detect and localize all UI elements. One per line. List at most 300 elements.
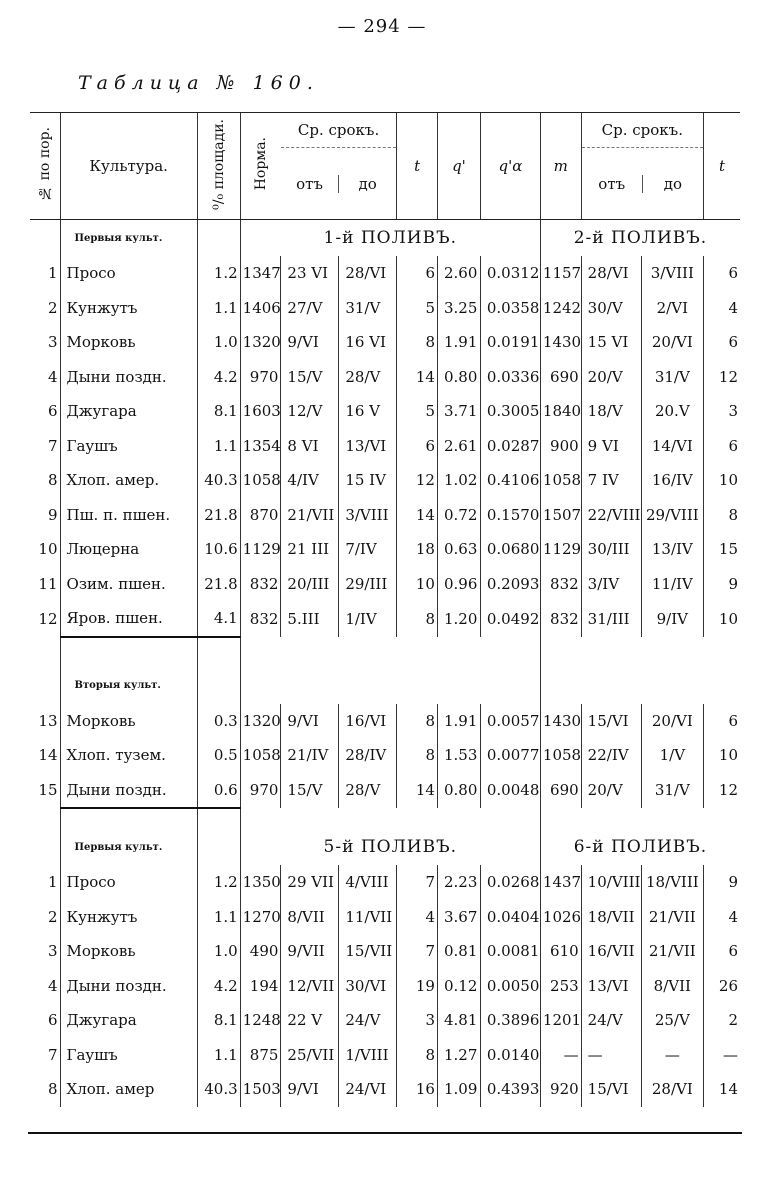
t-value: 14	[397, 360, 438, 395]
table-title: Таблица № 160.	[78, 72, 319, 94]
q-prime: 0.96	[437, 567, 480, 602]
header-m: m	[540, 113, 581, 220]
term-from: 9/VII	[281, 934, 339, 969]
t-value-2: 14	[703, 1072, 740, 1107]
row-num: 9	[47, 505, 58, 524]
culture: Морковь	[60, 704, 197, 739]
header-q1: q'	[437, 113, 480, 220]
norm: 870	[240, 498, 281, 533]
t-value-2: 15	[703, 532, 740, 567]
row-num: 8	[47, 471, 58, 490]
header-t-2: t	[703, 113, 740, 220]
t-value: 19	[397, 969, 438, 1004]
term-from: 4/IV	[281, 463, 339, 498]
t-value: 18	[397, 532, 438, 567]
term-from-2: 28/VI	[581, 256, 641, 291]
term-from: 21 III	[281, 532, 339, 567]
term-from-2: 30/III	[581, 532, 641, 567]
term-from: 25/VII	[281, 1038, 339, 1073]
norm: 1320	[240, 704, 281, 739]
norm: 1248	[240, 1003, 281, 1038]
row-num: 2	[47, 298, 58, 317]
section-first-1: Первыя культ.	[60, 220, 197, 257]
q-prime: 3.67	[437, 900, 480, 935]
q-prime: 2.61	[437, 429, 480, 464]
term-to-2: 16/IV	[641, 463, 703, 498]
culture: Дыни поздн.	[60, 360, 197, 395]
term-from: 12/VII	[281, 969, 339, 1004]
culture: Дыни поздн.	[60, 773, 197, 809]
q-alpha: 0.0680	[480, 532, 540, 567]
q-prime: 2.60	[437, 256, 480, 291]
table-row	[30, 256, 740, 291]
culture: Яров. пшен.	[60, 601, 197, 637]
row-num: 7	[47, 1045, 58, 1064]
term-to: 28/V	[339, 773, 397, 809]
m-value: 1430	[540, 704, 581, 739]
area-pct: 10.6	[197, 532, 240, 567]
row-num: 3	[47, 942, 58, 961]
term-from: 12/V	[281, 394, 339, 429]
term-from: 27/V	[281, 291, 339, 326]
term-to: 16/VI	[339, 704, 397, 739]
row-num: 15	[38, 781, 58, 800]
term-to: 24/V	[339, 1003, 397, 1038]
t-value-2: 4	[703, 291, 740, 326]
term-to: 15/VII	[339, 934, 397, 969]
q-prime: 2.23	[437, 865, 480, 900]
term-from: 21/VII	[281, 498, 339, 533]
header-from-2: отъ	[598, 174, 626, 193]
header-num: № по пор.	[36, 127, 53, 201]
term-to: 29/III	[339, 567, 397, 602]
culture: Просо	[60, 256, 197, 291]
term-to-2: 3/VIII	[641, 256, 703, 291]
table-row	[30, 291, 740, 326]
culture: Дыни поздн.	[60, 969, 197, 1004]
q-alpha: 0.0358	[480, 291, 540, 326]
culture: Джугара	[60, 394, 197, 429]
header-to-1: до	[338, 175, 396, 193]
table-row	[30, 1003, 740, 1038]
q-prime: 4.81	[437, 1003, 480, 1038]
q-prime: 0.80	[437, 360, 480, 395]
m-value: 1058	[540, 738, 581, 773]
t-value-2: 8	[703, 498, 740, 533]
q-alpha: 0.0048	[480, 773, 540, 809]
table-row	[30, 934, 740, 969]
table-row	[30, 969, 740, 1004]
term-to-2: 1/V	[641, 738, 703, 773]
area-pct: 0.6	[197, 773, 240, 809]
term-from-2: 13/VI	[581, 969, 641, 1004]
t-value-2: 6	[703, 934, 740, 969]
q-prime: 0.72	[437, 498, 480, 533]
row-num: 12	[38, 609, 58, 628]
term-from-2: 15/VI	[581, 704, 641, 739]
row-num: 14	[38, 746, 58, 765]
q-alpha: 0.0057	[480, 704, 540, 739]
term-to-2: 8/VII	[641, 969, 703, 1004]
table-row	[30, 900, 740, 935]
term-to-2: 29/VIII	[641, 498, 703, 533]
term-to: 28/IV	[339, 738, 397, 773]
poliv-1: 1-й ПОЛИВЪ.	[240, 220, 540, 257]
m-value: 832	[540, 601, 581, 637]
m-value: 610	[540, 934, 581, 969]
q-alpha: 0.0492	[480, 601, 540, 637]
row-num: 1	[47, 264, 58, 283]
m-value: 1840	[540, 394, 581, 429]
norm: 832	[240, 601, 281, 637]
term-to-2: 21/VII	[641, 900, 703, 935]
m-value: 690	[540, 360, 581, 395]
row-num: 4	[47, 367, 58, 386]
m-value: 1430	[540, 325, 581, 360]
section-row	[30, 220, 740, 257]
term-from-2: 9 VI	[581, 429, 641, 464]
term-from-2: 31/III	[581, 601, 641, 637]
t-value: 10	[397, 567, 438, 602]
t-value: 7	[397, 934, 438, 969]
area-pct: 1.0	[197, 934, 240, 969]
norm: 970	[240, 360, 281, 395]
norm: 490	[240, 934, 281, 969]
term-from: 15/V	[281, 360, 339, 395]
norm: 1503	[240, 1072, 281, 1107]
term-from-2: 16/VII	[581, 934, 641, 969]
term-to-2: —	[641, 1038, 703, 1073]
term-to-2: 2/VI	[641, 291, 703, 326]
t-value-2: 12	[703, 360, 740, 395]
m-value: —	[540, 1038, 581, 1073]
term-to: 28/VI	[339, 256, 397, 291]
area-pct: 1.2	[197, 865, 240, 900]
area-pct: 0.5	[197, 738, 240, 773]
q-alpha: 0.0287	[480, 429, 540, 464]
term-from-2: 24/V	[581, 1003, 641, 1038]
area-pct: 4.2	[197, 969, 240, 1004]
header-area: ⁰/₀ площади.	[210, 118, 227, 210]
term-from: 8/VII	[281, 900, 339, 935]
table-row	[30, 429, 740, 464]
row-num: 4	[47, 976, 58, 995]
term-from: 22 V	[281, 1003, 339, 1038]
header-norm: Норма.	[252, 137, 269, 191]
culture: Люцерна	[60, 532, 197, 567]
t-value: 4	[397, 900, 438, 935]
culture: Озим. пшен.	[60, 567, 197, 602]
t-value: 16	[397, 1072, 438, 1107]
t-value: 5	[397, 394, 438, 429]
term-from-2: 3/IV	[581, 567, 641, 602]
norm: 1129	[240, 532, 281, 567]
table-header	[30, 113, 740, 220]
culture: Хлоп. тузем.	[60, 738, 197, 773]
term-to: 15 IV	[339, 463, 397, 498]
q-alpha: 0.0336	[480, 360, 540, 395]
norm: 875	[240, 1038, 281, 1073]
term-to-2: 18/VIII	[641, 865, 703, 900]
term-to-2: 28/VI	[641, 1072, 703, 1107]
t-value-2: 10	[703, 601, 740, 637]
q-prime: 0.80	[437, 773, 480, 809]
header-to-2: до	[642, 175, 703, 193]
area-pct: 8.1	[197, 1003, 240, 1038]
table-row	[30, 394, 740, 429]
m-value: 253	[540, 969, 581, 1004]
t-value: 7	[397, 865, 438, 900]
table-row	[30, 738, 740, 773]
t-value: 12	[397, 463, 438, 498]
norm: 1354	[240, 429, 281, 464]
t-value: 8	[397, 704, 438, 739]
t-value-2: 6	[703, 325, 740, 360]
header-t-1: t	[397, 113, 438, 220]
culture: Джугара	[60, 1003, 197, 1038]
area-pct: 4.1	[197, 601, 240, 637]
term-to-2: 13/IV	[641, 532, 703, 567]
term-to-2: 25/V	[641, 1003, 703, 1038]
t-value: 8	[397, 1038, 438, 1073]
t-value-2: 26	[703, 969, 740, 1004]
q-prime: 3.25	[437, 291, 480, 326]
term-to-2: 14/VI	[641, 429, 703, 464]
t-value: 6	[397, 256, 438, 291]
m-value: 1242	[540, 291, 581, 326]
term-to-2: 20/VI	[641, 325, 703, 360]
q-alpha: 0.0404	[480, 900, 540, 935]
q-alpha: 0.0140	[480, 1038, 540, 1073]
q-alpha: 0.0268	[480, 865, 540, 900]
term-to: 30/VI	[339, 969, 397, 1004]
q-alpha: 0.3896	[480, 1003, 540, 1038]
norm: 1320	[240, 325, 281, 360]
term-to: 7/IV	[339, 532, 397, 567]
term-to-2: 20/VI	[641, 704, 703, 739]
t-value-2: 6	[703, 256, 740, 291]
poliv-2: 2-й ПОЛИВЪ.	[540, 220, 740, 257]
term-from-2: 10/VIII	[581, 865, 641, 900]
area-pct: 1.1	[197, 900, 240, 935]
header-term-1: Ср. срокъ.	[281, 113, 396, 148]
term-from-2: 20/V	[581, 360, 641, 395]
culture: Просо	[60, 865, 197, 900]
term-to-2: 11/IV	[641, 567, 703, 602]
row-num: 8	[47, 1080, 58, 1099]
header-q2: q'α	[480, 113, 540, 220]
bottom-rule	[28, 1132, 742, 1134]
culture: Кунжутъ	[60, 900, 197, 935]
culture: Гаушъ	[60, 1038, 197, 1073]
norm: 194	[240, 969, 281, 1004]
m-value: 1201	[540, 1003, 581, 1038]
q-alpha: 0.0312	[480, 256, 540, 291]
culture: Пш. п. пшен.	[60, 498, 197, 533]
area-pct: 21.8	[197, 567, 240, 602]
term-to-2: 9/IV	[641, 601, 703, 637]
q-prime: 1.53	[437, 738, 480, 773]
q-alpha: 0.0191	[480, 325, 540, 360]
row-num: 6	[47, 1011, 58, 1030]
culture: Хлоп. амер	[60, 1072, 197, 1107]
page-number: — 294 —	[337, 16, 427, 37]
q-prime: 0.12	[437, 969, 480, 1004]
term-to: 24/VI	[339, 1072, 397, 1107]
q-alpha: 0.3005	[480, 394, 540, 429]
row-num: 1	[47, 873, 58, 892]
m-value: 1507	[540, 498, 581, 533]
q-prime: 1.20	[437, 601, 480, 637]
m-value: 690	[540, 773, 581, 809]
term-from-2: 18/V	[581, 394, 641, 429]
term-to: 3/VIII	[339, 498, 397, 533]
m-value: 1437	[540, 865, 581, 900]
row-num: 10	[38, 540, 58, 559]
term-from: 9/VI	[281, 325, 339, 360]
term-from: 20/III	[281, 567, 339, 602]
t-value-2: 12	[703, 773, 740, 809]
q-alpha: 0.4106	[480, 463, 540, 498]
q-alpha: 0.2093	[480, 567, 540, 602]
table-row	[30, 1072, 740, 1107]
q-prime: 1.91	[437, 325, 480, 360]
table-row	[30, 601, 740, 637]
table-row	[30, 325, 740, 360]
term-from-2: 7 IV	[581, 463, 641, 498]
table-row	[30, 360, 740, 395]
t-value-2: —	[703, 1038, 740, 1073]
m-value: 900	[540, 429, 581, 464]
culture: Хлоп. амер.	[60, 463, 197, 498]
norm: 832	[240, 567, 281, 602]
q-prime: 1.02	[437, 463, 480, 498]
term-from-2: 18/VII	[581, 900, 641, 935]
term-from: 21/IV	[281, 738, 339, 773]
term-from: 8 VI	[281, 429, 339, 464]
t-value-2: 3	[703, 394, 740, 429]
section-row	[30, 829, 740, 865]
term-to: 13/VI	[339, 429, 397, 464]
t-value: 8	[397, 738, 438, 773]
table-row	[30, 498, 740, 533]
norm: 1406	[240, 291, 281, 326]
header-culture: Культура.	[60, 113, 197, 220]
table-row	[30, 704, 740, 739]
area-pct: 4.2	[197, 360, 240, 395]
t-value: 6	[397, 429, 438, 464]
t-value: 14	[397, 773, 438, 809]
poliv-6: 6-й ПОЛИВЪ.	[540, 829, 740, 865]
q-alpha: 0.4393	[480, 1072, 540, 1107]
area-pct: 40.3	[197, 463, 240, 498]
area-pct: 0.3	[197, 704, 240, 739]
culture: Кунжутъ	[60, 291, 197, 326]
q-prime: 1.09	[437, 1072, 480, 1107]
t-value-2: 9	[703, 865, 740, 900]
m-value: 832	[540, 567, 581, 602]
culture: Морковь	[60, 934, 197, 969]
term-from: 9/VI	[281, 704, 339, 739]
t-value-2: 9	[703, 567, 740, 602]
area-pct: 1.1	[197, 1038, 240, 1073]
area-pct: 1.1	[197, 429, 240, 464]
q-alpha: 0.0077	[480, 738, 540, 773]
term-to: 16 VI	[339, 325, 397, 360]
q-prime: 1.91	[437, 704, 480, 739]
row-num: 13	[38, 711, 58, 730]
area-pct: 8.1	[197, 394, 240, 429]
term-to-2: 31/V	[641, 360, 703, 395]
q-prime: 3.71	[437, 394, 480, 429]
norm: 1347	[240, 256, 281, 291]
t-value: 8	[397, 601, 438, 637]
term-from-2: 22/IV	[581, 738, 641, 773]
m-value: 1058	[540, 463, 581, 498]
term-to-2: 21/VII	[641, 934, 703, 969]
header-from-1: отъ	[296, 174, 323, 193]
term-from: 5.III	[281, 601, 339, 637]
q-prime: 0.63	[437, 532, 480, 567]
row-num: 11	[38, 574, 58, 593]
row-num: 6	[47, 402, 58, 421]
term-from-2: 15/VI	[581, 1072, 641, 1107]
m-value: 1129	[540, 532, 581, 567]
table-row	[30, 1038, 740, 1073]
term-to: 1/VIII	[339, 1038, 397, 1073]
t-value: 8	[397, 325, 438, 360]
term-from: 29 VII	[281, 865, 339, 900]
term-from-2: 20/V	[581, 773, 641, 809]
term-from: 15/V	[281, 773, 339, 809]
m-value: 920	[540, 1072, 581, 1107]
q-prime: 0.81	[437, 934, 480, 969]
area-pct: 1.2	[197, 256, 240, 291]
q-alpha: 0.0081	[480, 934, 540, 969]
term-from-2: 30/V	[581, 291, 641, 326]
t-value-2: 6	[703, 429, 740, 464]
term-to: 4/VIII	[339, 865, 397, 900]
culture: Морковь	[60, 325, 197, 360]
term-to: 31/V	[339, 291, 397, 326]
term-from-2: —	[581, 1038, 641, 1073]
row-num: 2	[47, 907, 58, 926]
table-row	[30, 865, 740, 900]
term-from: 23 VI	[281, 256, 339, 291]
row-num: 7	[47, 436, 58, 455]
t-value-2: 2	[703, 1003, 740, 1038]
culture: Гаушъ	[60, 429, 197, 464]
norm: 1350	[240, 865, 281, 900]
t-value-2: 10	[703, 463, 740, 498]
area-pct: 1.0	[197, 325, 240, 360]
section-first-2: Первыя культ.	[60, 829, 197, 865]
norm: 1058	[240, 738, 281, 773]
area-pct: 40.3	[197, 1072, 240, 1107]
t-value-2: 10	[703, 738, 740, 773]
header-term-2: Ср. срокъ.	[582, 113, 703, 148]
term-to-2: 31/V	[641, 773, 703, 809]
area-pct: 21.8	[197, 498, 240, 533]
t-value: 14	[397, 498, 438, 533]
area-pct: 1.1	[197, 291, 240, 326]
term-to: 16 V	[339, 394, 397, 429]
norm: 1270	[240, 900, 281, 935]
term-from: 9/VI	[281, 1072, 339, 1107]
poliv-5: 5-й ПОЛИВЪ.	[240, 829, 540, 865]
table-row	[30, 532, 740, 567]
term-to-2: 20.V	[641, 394, 703, 429]
